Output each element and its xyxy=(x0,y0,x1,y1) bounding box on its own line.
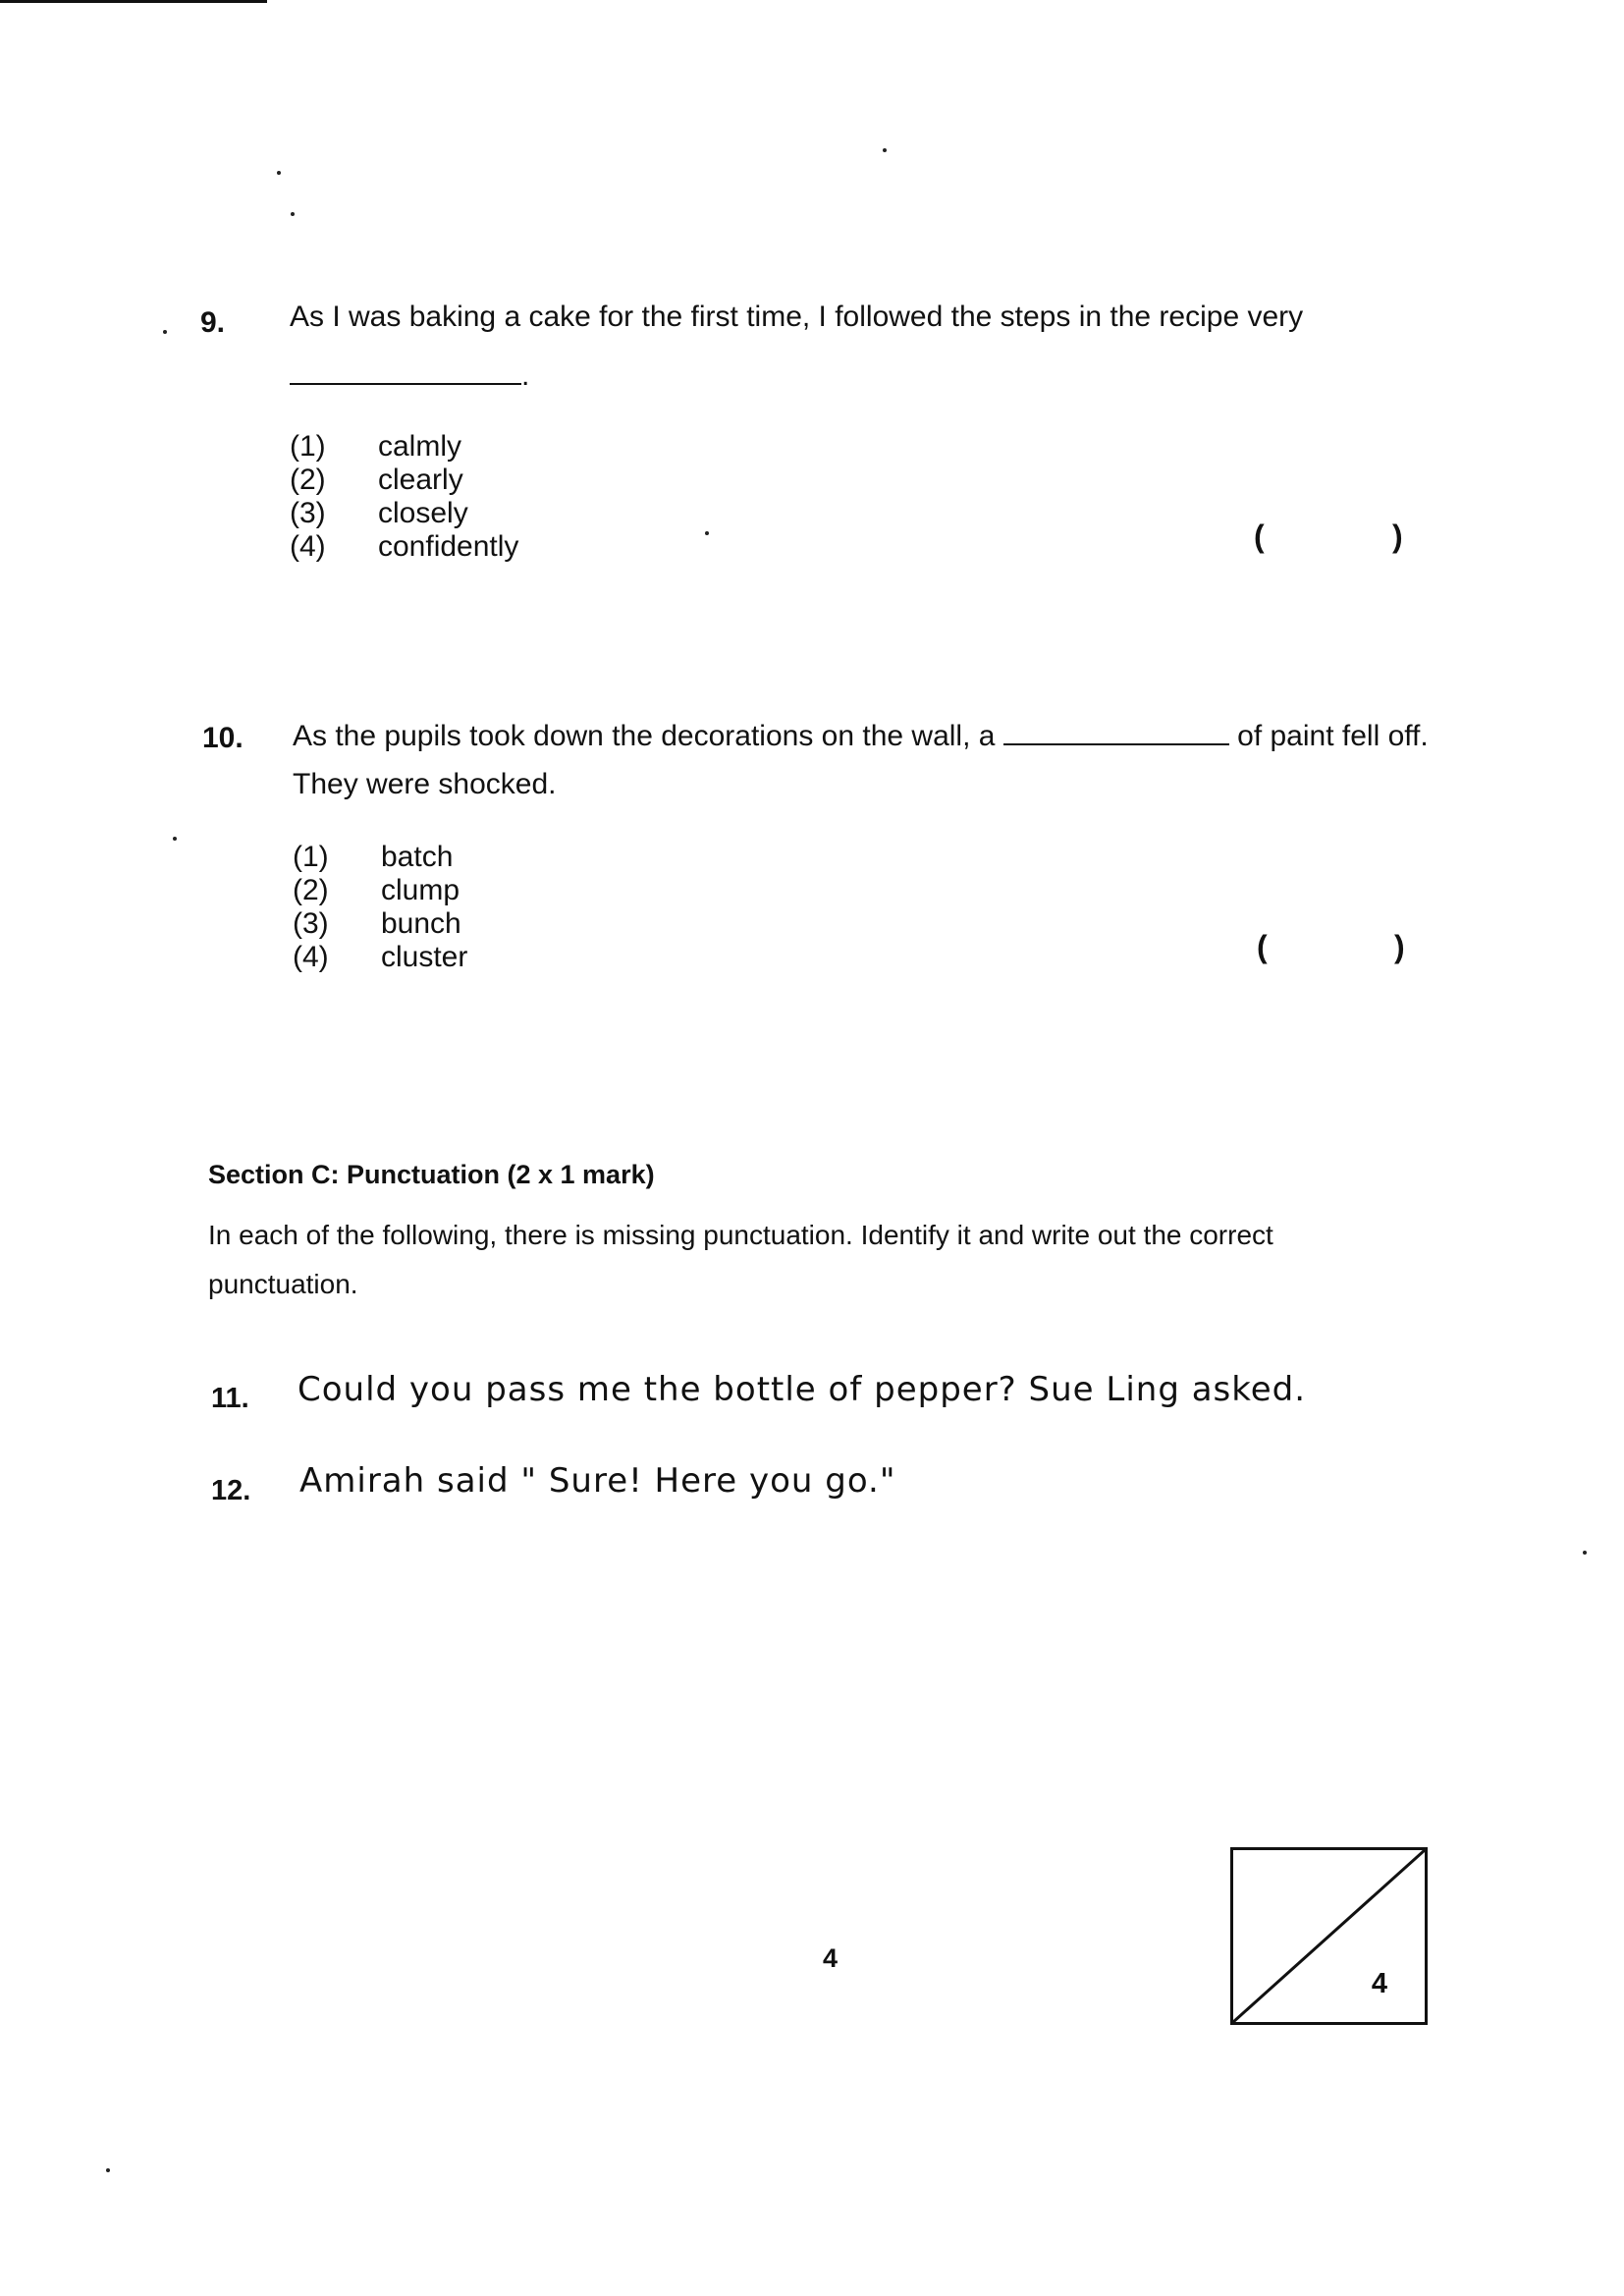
question-9-end-punct: . xyxy=(521,359,530,392)
scan-speck xyxy=(173,837,177,841)
scan-speck xyxy=(163,330,167,334)
scan-speck xyxy=(705,531,709,535)
option-item[interactable] xyxy=(290,497,518,530)
answer-paren-open: ( xyxy=(1254,519,1265,554)
option-item[interactable] xyxy=(290,464,518,497)
option-number: (4) xyxy=(293,941,329,973)
option-item[interactable] xyxy=(290,530,518,564)
top-rule xyxy=(0,0,267,3)
answer-paren-open: ( xyxy=(1257,929,1268,964)
option-number: (2) xyxy=(293,874,329,906)
option-label: confidently xyxy=(378,530,519,563)
option-item[interactable] xyxy=(293,941,467,974)
question-11-sentence: Could you pass me the bottle of pepper? Sue Ling asked. xyxy=(298,1370,1307,1409)
section-c-title: Section C: Punctuation (2 x 1 mark) xyxy=(208,1160,655,1189)
option-item[interactable] xyxy=(290,430,518,464)
answer-blank[interactable] xyxy=(1003,714,1229,745)
option-number: (1) xyxy=(293,841,329,873)
question-10-options xyxy=(293,841,467,974)
question-10-number: 10. xyxy=(202,722,244,754)
question-11-number: 11. xyxy=(211,1383,249,1414)
option-label: clump xyxy=(381,874,460,906)
answer-paren-close: ) xyxy=(1394,929,1405,964)
section-c-instructions xyxy=(208,1211,1273,1309)
question-10-text-after: of paint fell off. xyxy=(1237,720,1429,752)
scan-speck xyxy=(883,148,887,152)
instruction-line: punctuation. xyxy=(208,1269,358,1299)
option-label: calmly xyxy=(378,430,462,463)
question-9-options xyxy=(290,430,518,564)
answer-blank[interactable] xyxy=(290,354,521,385)
question-10-text xyxy=(293,714,1429,753)
option-number: (1) xyxy=(290,430,326,463)
question-9-answer-box[interactable] xyxy=(1267,519,1384,554)
scan-speck xyxy=(1583,1551,1587,1555)
score-total: 4 xyxy=(1371,1968,1387,1999)
option-label: cluster xyxy=(381,941,468,973)
answer-paren-close: ) xyxy=(1392,519,1403,554)
question-12-number: 12. xyxy=(211,1475,251,1506)
question-10-text-line2: They were shocked. xyxy=(293,768,557,800)
option-label: bunch xyxy=(381,907,461,940)
question-10-answer-box[interactable] xyxy=(1270,929,1387,964)
page-number: 4 xyxy=(823,1943,839,1973)
question-9-number: 9. xyxy=(200,306,226,339)
option-label: closely xyxy=(378,497,468,529)
option-label: batch xyxy=(381,841,454,873)
score-box-diagonal xyxy=(1233,1850,1425,2022)
option-number: (4) xyxy=(290,530,326,563)
question-10-text-before: As the pupils took down the decorations on the wall, a xyxy=(293,720,996,752)
question-9-blank-line xyxy=(290,354,529,393)
question-12-sentence: Amirah said " Sure! Here you go." xyxy=(299,1461,896,1501)
scan-speck xyxy=(277,171,281,175)
option-item[interactable] xyxy=(293,907,467,941)
scan-speck xyxy=(106,2168,110,2172)
scan-speck xyxy=(291,212,295,216)
option-number: (3) xyxy=(293,907,329,940)
option-label: clearly xyxy=(378,464,463,496)
question-9-text: As I was baking a cake for the first time, I followed the steps in the recipe very xyxy=(290,301,1304,333)
instruction-line: In each of the following, there is missing punctuation. Identify it and write out the correct xyxy=(208,1220,1273,1250)
score-box xyxy=(1230,1847,1428,2025)
option-number: (2) xyxy=(290,464,326,496)
option-number: (3) xyxy=(290,497,326,529)
option-item[interactable] xyxy=(293,841,467,874)
option-item[interactable] xyxy=(293,874,467,907)
